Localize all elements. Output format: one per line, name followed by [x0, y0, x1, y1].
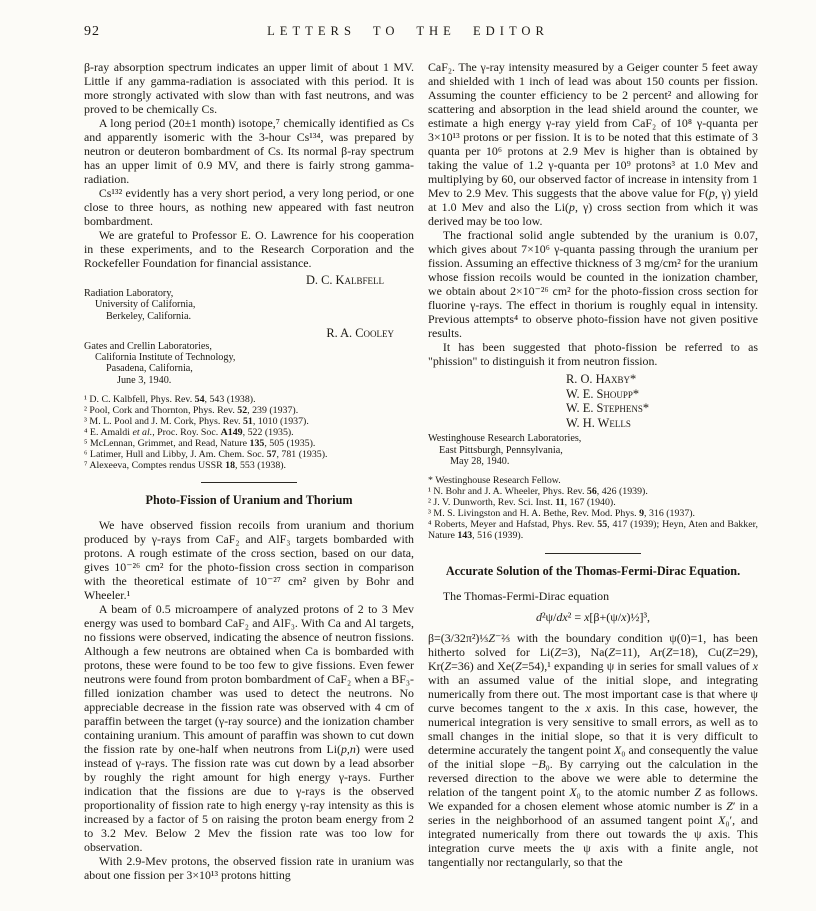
footnote: ⁶ Latimer, Hull and Libby, J. Am. Chem. Soc. 57, 781 (1935). [84, 448, 328, 460]
signature-cooley: R. A. Cooley [326, 325, 394, 340]
signature-kalbfell: D. C. Kalbfell [305, 273, 384, 287]
address-line: University of California, [95, 299, 196, 311]
footnote: ¹ D. C. Kalbfell, Phys. Rev. 54, 543 (1938). [84, 394, 256, 406]
footnote: * Westinghouse Research Fellow. [428, 475, 561, 487]
paragraph: We have observed fission recoils from uranium and thorium produced by γ-rays from CaF₂ and AlF₃ targets bombarded with protons. A rough estimate of the cross section, based on our data, gives 10⁻²⁶ cm² for the photo-fission cross section in comparison with the theoretical estimate of 10⁻²⁷ cm² given by Bohr and Wheeler.¹ [84, 518, 414, 603]
signature: W. H. Wells [566, 415, 631, 430]
paragraph: β-ray absorption spectrum indicates an upper limit of about 1 MV. Little if any gamma-radiation is associated with this period. It is more strongly activated with slow than with fast neutrons, and was proved to be chemically Cs. [84, 60, 414, 116]
signature: W. E. Shoupp* [566, 386, 640, 401]
article-title-photofission: Photo-Fission of Uranium and Thorium [145, 493, 353, 508]
address-caltech [84, 341, 414, 386]
signature: R. O. Haxby* [566, 372, 637, 386]
photofission-article-text [84, 518, 414, 882]
signatures-westinghouse [566, 372, 758, 430]
running-head: LETTERS TO THE EDITOR [267, 24, 549, 38]
address-line: Gates and Crellin Laboratories, [84, 340, 212, 352]
section-divider [201, 482, 297, 483]
footnote: ² Pool, Cork and Thornton, Phys. Rev. 52, 239 (1937). [84, 404, 299, 416]
paragraph: It has been suggested that photo-fission be referred to as "phission" to distinguish it from neutron fission. [428, 340, 758, 368]
address-westinghouse [428, 433, 758, 467]
footnote: ⁵ McLennan, Grimmet, and Read, Nature 135, 505 (1935). [84, 437, 316, 449]
address-line: Berkeley, California. [106, 310, 192, 322]
footnotes-right [428, 476, 758, 541]
footnote: ⁷ Alexeeva, Comptes rendus USSR 18, 553 (1938). [84, 459, 287, 471]
address-line: East Pittsburgh, Pennsylvania, [439, 444, 563, 456]
article-title-tfd: Accurate Solution of the Thomas-Fermi-Dirac Equation. [445, 563, 741, 578]
left-column [84, 60, 414, 882]
address-radiation-laboratory [84, 288, 414, 322]
address-line: June 3, 1940. [117, 374, 172, 386]
address-line: Pasadena, California, [106, 363, 193, 375]
footnote: ¹ N. Bohr and J. A. Wheeler, Phys. Rev. 56, 426 (1939). [428, 486, 648, 498]
tfd-equation: d²ψ/dx² = x[β+(ψ/x)½]³, [535, 609, 651, 624]
footnote: ⁴ Roberts, Meyer and Hafstad, Phys. Rev. 55, 417 (1939); Heyn, Aten and Bakker, Nature 143, 516 (1939). [428, 518, 758, 541]
address-line: Radiation Laboratory, [84, 288, 174, 299]
page-header [84, 24, 756, 40]
footnote: ² J. V. Dunworth, Rev. Sci. Inst. 11, 167 (1940). [428, 497, 616, 509]
tfd-article-text [428, 631, 758, 869]
paragraph: With 2.9-Mev protons, the observed fission rate in uranium was about one fission per 3×10¹³ protons hitting [84, 854, 414, 883]
paragraph: A beam of 0.5 microampere of analyzed protons of 2 to 3 Mev energy was used to bombard CaF₂ and AlF₃. With Ca and Al targets, no fissions were observed, indicating the absence of neutron fissions. Although a few neutrons are obtained when Ca is bombarded with protons, these were found to be too few to give fissions. Even fewer neutrons were found from proton bombardment of CaF₂ when a BF₃-filled ionization chamber was used to detect the neutrons. No appreciable decrease in the fission rate was observed with 4 cm of paraffin between the target (γ-ray source) and the ionization chamber containing uranium. This amount of paraffin was shown to cut down the fission rate by one-half when neutrons from Li(p,n) were used instead of γ-rays. The fission rate was cut down by a lead absorber by roughly the right amount for high energy γ-rays. Further indication that the fissions are due to γ-rays is the observed proportionality of fission rate to high energy γ-ray intensity as this is increased by a factor of 5 on raising the proton beam energy from 2 to 3.2 Mev. Below 2 Mev the fission rate was too low for observation. [84, 602, 414, 855]
address-line: May 28, 1940. [450, 455, 510, 467]
paragraph: We are grateful to Professor E. O. Lawrence for his cooperation in these experiments, and to the Research Corporation and the Rockefeller Foundation for financial assistance. [84, 228, 414, 270]
address-line: Westinghouse Research Laboratories, [428, 433, 582, 445]
paragraph: Cs¹³² evidently has a very short period, a very long period, or one close to three hours, as nothing new appeared with fast neutron bombardment. [84, 186, 414, 228]
paragraph: A long period (20±1 month) isotope,⁷ chemically identified as Cs and apparently isomeric with the 3-hour Cs¹³⁴, was prepared by neutron or deuteron bombardment of Cs. Its normal β-ray spectrum has an upper limit of 0.9 MV, and there is fairly strong gamma-radiation. [84, 116, 414, 186]
section-divider [545, 553, 641, 554]
footnote: ³ M. S. Livingston and H. A. Bethe, Rev. Mod. Phys. 9, 316 (1937). [428, 507, 696, 519]
footnote: ⁴ E. Amaldi et al., Proc. Roy. Soc. A149, 522 (1935). [84, 426, 294, 438]
address-line: California Institute of Technology, [95, 352, 236, 364]
tfd-intro-line: The Thomas-Fermi-Dirac equation [442, 588, 610, 603]
photofission-continuation-text [428, 60, 758, 368]
footnote: ³ M. L. Pool and J. M. Cork, Phys. Rev. 51, 1010 (1937). [84, 415, 309, 427]
paragraph: β=(3/32π²)⅓Z⁻⅔ with the boundary condition ψ(0)=1, has been hitherto solved for Li(Z=3), Na(Z=11), Ar(Z=18), Cu(Z=29), Kr(Z=36) and Xe(Z=54),¹ expanding ψ in series for small values of x with an assumed value of the initial slope, and integrating numerically from there out. The most important case is that where ψ curve becomes tangent to the x axis. In this case, however, the numerical integration is very sensitive to small errors, as well as to small changes in the initial slope, so that it is very difficult to determine accurately the tangent point X₀ and consequently the value of the initial slope −B₀. By carrying out the calculation in the reversed direction to the above we were able to determine the relation of the tangent point X₀ to the atomic number Z as follows. We expanded for a chosen element whose atomic number is Z′ in a series in the neighborhood of an assumed tangent point X₀′, and integrated numerically from there out towards the ψ axis. This integration curve meets the ψ axis with a finite angle, not tangentially nor rectangularly, so that the [428, 630, 758, 869]
paragraph: CaF₂. The γ-ray intensity measured by a Geiger counter 5 feet away and shielded with 1 inch of lead was about 150 counts per fission. Assuming the counter efficiency to be 2 percent² and allowing for scattering and absorption in the lead shield around the counter, we estimate a high energy γ-ray yield from CaF₂ of 10⁸ γ-quanta per 3×10¹³ protons or per fission. It is to be noted that this estimate of 3 quanta per 10⁶ protons at 2.9 Mev is higher than is obtained by taking the value of 1.2 γ-quanta per 10⁹ protons³ at 1.0 Mev and multiplying by 60, our observed factor of increase in intensity from 1 Mev to 2.9 Mev. This suggests that the above value for F(p, γ) yield at 1.0 Mev and also the Li(p, γ) cross section from which it was derived may be too low. [428, 60, 759, 228]
letter-continuation-text [84, 60, 414, 270]
page-number: 92 [84, 24, 100, 39]
footnotes-left [84, 395, 414, 471]
two-column-layout [84, 60, 759, 883]
paragraph: The fractional solid angle subtended by the uranium is 0.07, which gives about 7×10⁶ γ-quanta passing through the uranium per fission. Assuming an effective thickness of 3 mg/cm² for the uranium whose fission recoils would be counted in the ionization chamber, we obtain about 2×10⁻²⁶ cm² for the photo-fission cross section for fluorine γ-rays. The effect in thorium is roughly equal in intensity. Previous attempts⁴ to observe photo-fission have not given positive results. [428, 228, 758, 340]
signature: W. E. Stephens* [566, 401, 650, 416]
right-column [428, 60, 758, 882]
